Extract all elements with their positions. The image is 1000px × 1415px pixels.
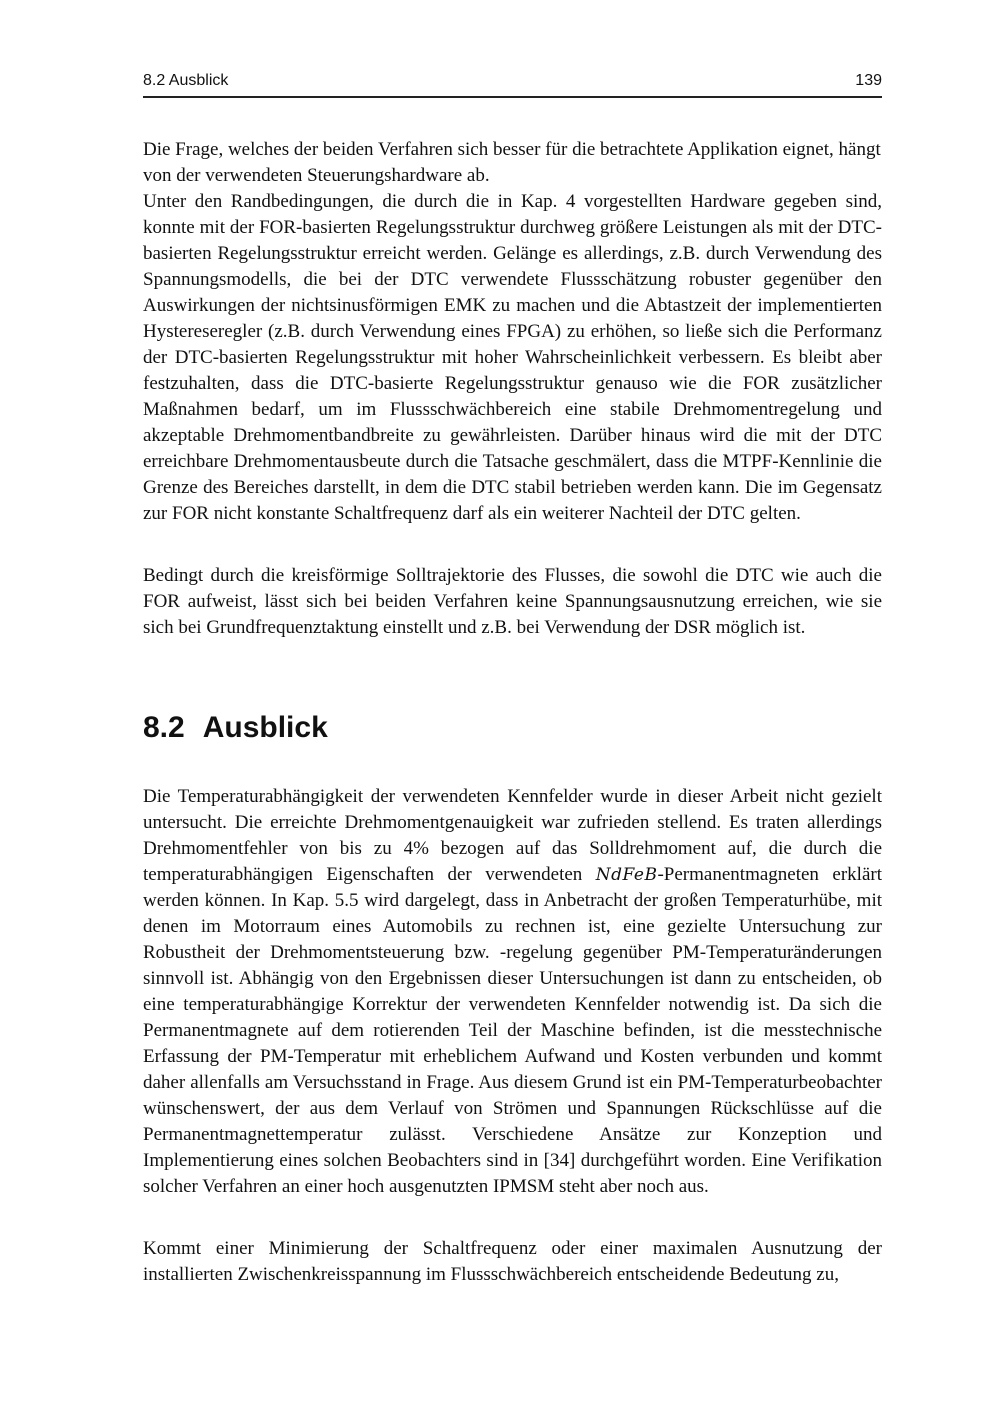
running-title: 8.2 Ausblick — [143, 72, 229, 89]
formula-ndfeb: NdFeB — [595, 865, 658, 885]
section-heading — [143, 708, 328, 748]
paragraph-method-choice: Die Frage, welches der beiden Verfahren sich besser für die betrachtete Applikation eignet, hängt von der verwendeten Steuerungshardware ab. — [143, 139, 881, 186]
paragraph-temperature-dependence — [143, 784, 882, 1200]
paragraph-voltage-utilization: Bedingt durch die kreisförmige Solltrajektorie des Flusses, die sowohl die DTC wie auch die FOR aufweist, lässt sich bei beiden Verfahren keine Spannungsausnutzung erreichen, wie sie sich bei Grundfrequenztaktung einstellt und z.B. bei Verwendung der DSR möglich ist. — [143, 565, 882, 638]
paragraph-text-part: -Permanentmagneten erklärt werden können. In Kap. 5.5 wird dargelegt, dass in Anbetracht der großen Temperaturhübe, mit denen im Motorraum eines Automobils zu rechnen ist, eine gezielte Untersuchung zur Robustheit der Drehmomentsteuerung bzw. -regelung gegenüber PM-Temperaturänderungen sinnvoll ist. Abhängig von den Ergebnissen dieser Untersuchungen ist dann zu entscheiden, ob eine temperaturabhängige Korrektur der verwendeten Kennfelder notwendig ist. Da sich die Permanentmagnete auf dem rotierenden Teil der Maschine befinden, ist die messtechnische Erfassung der PM-Temperatur mit erheblichem Aufwand und Kosten verbunden und kommt daher allenfalls am Versuchsstand in Frage. Aus diesem Grund ist ein PM-Temperaturbeobachter wünschenswert, der aus dem Verlauf von Strömen und Spannungen Rückschlüsse auf die Permanentmagnettemperatur zulässt. Verschiedene Ansätze zur Konzeption und Implementierung eines solchen Beobachters sind in [34] durchgeführt worden. Eine Verifikation solcher Verfahren an einer hoch ausgenutzten IPMSM steht aber noch aus. — [143, 864, 882, 1197]
paragraph-text-part: Die Temperaturabhängigkeit der verwendeten Kennfelder wurde in dieser Arbeit nicht gezielt untersucht. Die erreichte Drehmomentgenauigkeit war zufrieden stellend. Es traten allerdings Drehmomentfehler von bis zu 4% bezogen auf das Solldrehmoment auf, die durch die temperaturabhängigen Eigenschaften der verwendeten — [143, 786, 882, 885]
page-number: 139 — [855, 72, 882, 89]
section-title: Ausblick — [202, 711, 328, 744]
running-header — [143, 70, 882, 98]
section-number: 8.2 — [143, 711, 185, 744]
paragraph-comparison: Unter den Randbedingungen, die durch die in Kap. 4 vorgestellten Hardware gegeben sind, konnte mit der FOR-basierten Regelungsstruktur durchweg größere Leistungen als mit der DTC-basierten Regelungsstruktur erreicht werden. Gelänge es allerdings, z.B. durch Verwendung des Spannungsmodells, die bei der DTC verwendete Flussschätzung robuster gegenüber den Auswirkungen der nichtsinusförmigen EMK zu machen und die Abtastzeit der implementierten Hystereseregler (z.B. durch Verwendung eines FPGA) zu erhöhen, so ließe sich die Performanz der DTC-basierten Regelungsstruktur mit hoher Wahrscheinlichkeit verbessern. Es bleibt aber festzuhalten, dass die DTC-basierte Regelungsstruktur genauso wie die FOR zusätzlicher Maßnahmen bedarf, um im Flussschwächbereich eine stabile Drehmomentregelung und akzeptable Drehmomentbandbreite zu gewährleisten. Darüber hinaus wird die mit der DTC erreichbare Drehmomentausbeute durch die Tatsache geschmälert, dass die MTPF-Kennlinie die Grenze des Bereiches darstellt, in dem die DTC stabil betrieben werden kann. Die im Gegensatz zur FOR nicht konstante Schaltfrequenz darf als ein weiterer Nachteil der DTC gelten. — [143, 191, 882, 524]
paragraph-switching-frequency: Kommt einer Minimierung der Schaltfrequenz oder einer maximalen Ausnutzung der installierten Zwischenkreisspannung im Flussschwächbereich entscheidende Bedeutung zu, — [143, 1238, 882, 1285]
